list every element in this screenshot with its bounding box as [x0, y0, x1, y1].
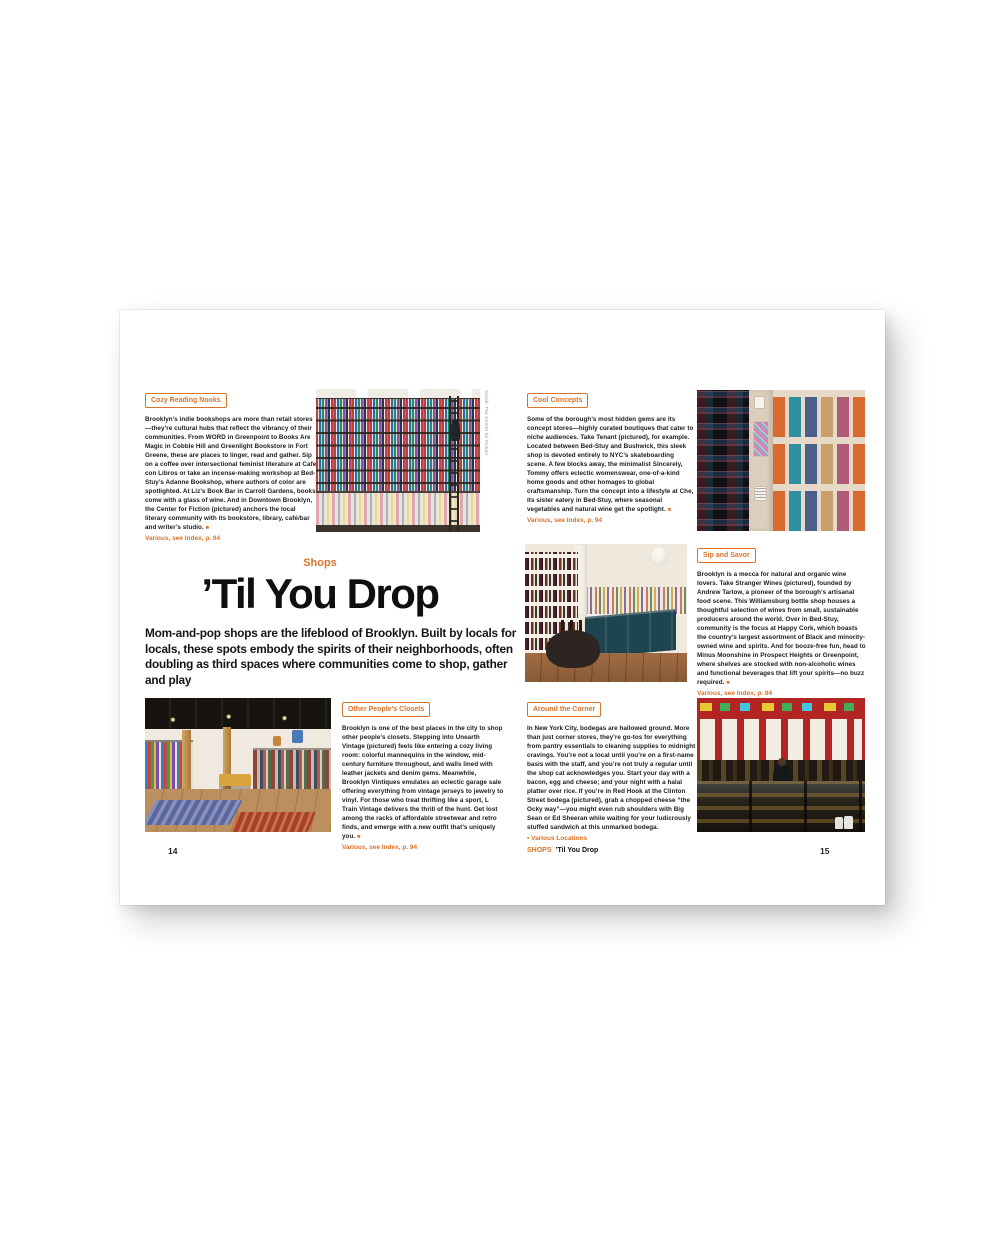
framed-art-detail	[753, 421, 769, 457]
kicker: Shops	[303, 557, 337, 569]
section-sip-and-savor	[697, 544, 867, 697]
body-copy: Brooklyn is one of the best places in the city to shop other people’s closets. Stepping into Unearth Vintage (pictured) feels like entering a cozy living room: colorful mannequins in the window, mid-century furniture throughout, and walls lined with leather jackets and denim gems. Meanwhile, Brooklyn Vintiques emulates an eclectic garage sale offering everything from vintage jerseys to jewelry to vinyl. For those who treat thrifting like a sport, L Train Vintage delivers the thrill of the hunt. Get lost among the racks of affordable streetwear and retro finds, and emerge with a new outfit that’s uniquely you.	[342, 724, 504, 840]
wall-gap-detail	[749, 390, 773, 531]
wine-shop-photo	[525, 544, 687, 682]
end-mark-icon: ■	[205, 524, 210, 531]
feature-title-block	[145, 557, 520, 701]
rug-detail	[230, 812, 316, 832]
footer-section-label: SHOPS	[527, 847, 552, 854]
ladder-detail	[449, 396, 459, 532]
framed-art-detail	[754, 396, 765, 409]
section-label-other-peoples-closets: Other People's Closets	[342, 702, 430, 717]
vintage-store-photo	[145, 698, 331, 832]
magazine-spread	[120, 310, 885, 905]
section-index-ref: Various, see Index, p. 94	[342, 843, 418, 851]
photo-credit: Credit: The Center for Fiction	[484, 390, 489, 456]
rug-detail	[145, 800, 243, 825]
section-label-cozy-reading-nooks: Cozy Reading Nooks	[145, 393, 227, 408]
body-copy: Brooklyn’s indie bookshops are more than retail stores—they’re cultural hubs that reflect the vibrancy of their communities. From WORD in Greenpoint to Books Are Magic in Cobble Hill and Greenlight Bookstore in Fort Greene, these are places to linger, read and gather. Sip on a coffee over intersectional feminist literature at Cafe con Libros or take an incense-making workshop at Bed-Stuy’s Adanne Bookshop, where authors of color are spotlighted. At Liz’s Book Bar in Carroll Gardens, books come with a glass of wine. And in Downtown Brooklyn, the Center for Fiction (pictured) anchors the local literary community with its bookstore, library, café/bar and writer’s studio.	[145, 415, 317, 531]
section-around-the-corner	[527, 698, 697, 842]
footer-article-title: ’Til You Drop	[555, 847, 599, 854]
paper-lantern-detail	[651, 547, 668, 565]
left-page-number: 14	[168, 846, 178, 856]
right-page-number: 15	[820, 846, 830, 856]
section-body-sip	[697, 570, 867, 688]
person-on-ladder-detail	[451, 419, 460, 441]
section-body-cozy	[145, 415, 318, 533]
page-title: ’Til You Drop	[201, 570, 439, 617]
section-cool-concepts	[527, 389, 695, 524]
bookstore-photo	[316, 389, 480, 532]
wall-shirt-detail	[292, 730, 303, 743]
section-label-cool-concepts: Cool Concepts	[527, 393, 588, 408]
section-other-peoples-closets	[342, 698, 504, 851]
section-index-ref: Various, see Index, p. 94	[527, 516, 603, 524]
body-copy: In New York City, bodegas are hallowed ground. More than just corner stores, they’re go-tos for everything from pantry essentials to cleaning supplies to midnight cravings. You’re not a local until you’re on a first-name basis with the staff, and you’re not truly a regular until the shop cat acknowledges you. Start your day with a bacon, egg and cheese; and your night with a halal platter over rice. If you’re in Red Hook at the Clinton Street bodega (pictured), grab a chopped cheese “the Ocky way”—you might even rub shoulders with Big Sean or Ed Sheeran while waiting for your ludicrously stuffed sandwich at this unmarked bodega.	[527, 724, 696, 831]
section-cozy-reading-nooks	[145, 389, 318, 542]
skateboard-shop-photo	[697, 390, 865, 531]
body-copy: Some of the borough’s most hidden gems are its concept stores—highly curated boutiques that cater to niche audiences. Take Tenant (pictured), for example. Located between Bed-Stuy and Bushwick, this sleek shop is devoted entirely to NYC’s skateboarding scene. A few blocks away, the minimalist Sincerely, Tommy offers eclectic womenswear, one-of-a-kind home goods and other homages to global craftsmanship. Turn the concept into a lifestyle at Che, its sister eatery in Bed-Stuy, where seasonal vegetables and natural wine get the spotlight.	[527, 415, 694, 513]
milk-jug-detail	[835, 817, 843, 829]
deck-text: Mom-and-pop shops are the lifeblood of Brooklyn. Built by locals for locals, these spots embody the spirits of their neighborhoods, often doubling as third spaces where communities come to shop, gather and play	[145, 626, 517, 688]
end-mark-icon: ■	[726, 679, 730, 686]
section-index-ref: Various, see Index, p. 94	[145, 534, 221, 542]
deck-wall-detail	[773, 390, 865, 531]
section-locations-ref: ▪ Various Locations	[527, 834, 588, 842]
ceiling-detail	[145, 698, 331, 729]
section-label-around-the-corner: Around the Corner	[527, 702, 601, 717]
section-label-sip-and-savor: Sip and Savor	[697, 548, 756, 563]
body-copy: Brooklyn is a mecca for natural and organic wine lovers. Take Stranger Wines (pictured), founded by Andrew Tarlow, a pioneer of the borough’s artisanal food scene. This Williamsburg bottle shop houses a thoughtful selection of wines from small, sustainable producers around the world. Over in Bed-Stuy, community is the focus at Happy Cork, which boasts the country’s largest assortment of Black and minority-owned wine and spirits. And for booze-free fun, head to Minus Moonshine in Prospect Heights or Greenpoint, where shelves are stocked with non-alcoholic wines and functional beverages that lift your spirits—no buzz required.	[697, 570, 866, 686]
wall-shirt-detail	[273, 736, 281, 746]
section-body-corner	[527, 724, 697, 833]
end-mark-icon: ■	[357, 833, 361, 840]
bodega-photo	[697, 698, 865, 832]
deck-stack-detail	[697, 390, 749, 531]
running-footer	[527, 847, 598, 854]
milk-jug-detail	[844, 816, 853, 829]
section-body-closets	[342, 724, 504, 842]
framed-art-detail	[754, 486, 767, 501]
section-body-cool	[527, 415, 695, 515]
round-table-detail	[546, 630, 599, 669]
end-mark-icon: ■	[667, 506, 672, 513]
menu-price-chips-detail	[700, 703, 861, 711]
bench-detail	[219, 774, 251, 786]
section-index-ref: Various, see Index, p. 94	[697, 689, 773, 697]
